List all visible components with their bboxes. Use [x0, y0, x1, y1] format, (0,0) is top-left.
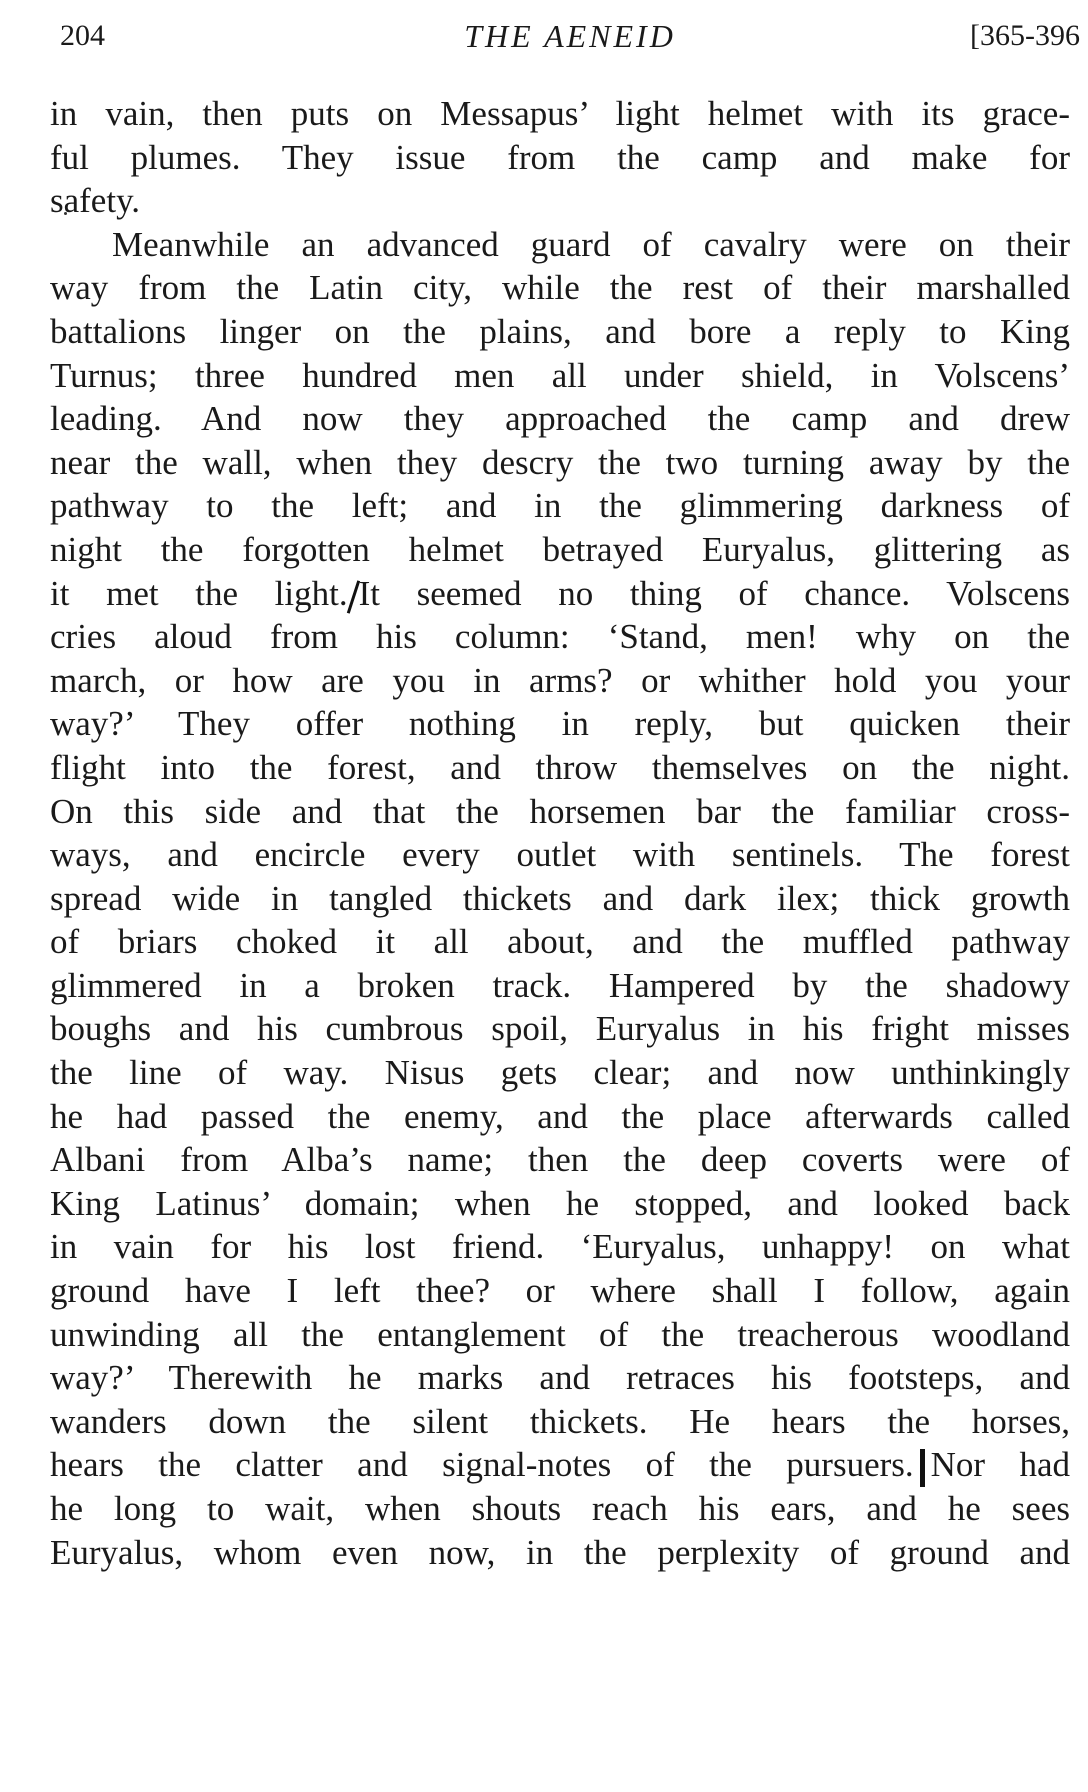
text-line: Albani from Alba’s name; then the deep coverts were of	[50, 1140, 1070, 1180]
text-line: leading. And now they approached the camp and drew	[50, 399, 1070, 439]
text-line: Meanwhile an advanced guard of cavalry were on their	[112, 224, 1070, 264]
marginal-bar-mark	[920, 1449, 925, 1487]
body-text	[50, 92, 1070, 1574]
text-line: On this side and that the horsemen bar the familiar cross-	[50, 791, 1070, 831]
text-line: he long to wait, when shouts reach his ears, and he sees	[50, 1489, 1070, 1528]
text-line: the line of way. Nisus gets clear; and now unthinkingly	[50, 1053, 1070, 1093]
text-segment: Nor had	[930, 1445, 1070, 1485]
text-line: way from the Latin city, while the rest of their marshalled	[50, 268, 1070, 308]
text-line: way?’ They offer nothing in reply, but quicken their	[50, 704, 1070, 744]
text-line: march, or how are you in arms? or whither hold you your	[50, 660, 1070, 700]
text-segment: hears the clatter and signal-notes of the pursuers.	[50, 1445, 914, 1485]
text-line	[50, 572, 1070, 616]
text-line: night the forgotten helmet betrayed Euryalus, glittering as	[50, 529, 1070, 569]
text-line: near the wall, when they descry the two turning away by the	[50, 442, 1070, 482]
text-line: battalions linger on the plains, and bore a reply to King	[50, 311, 1070, 351]
text-line: unwinding all the entanglement of the treacherous woodland	[50, 1314, 1070, 1354]
text-line: pathway to the left; and in the glimmering darkness of	[50, 486, 1070, 526]
text-line: he had passed the enemy, and the place afterwards called	[50, 1096, 1070, 1136]
text-line: ful plumes. They issue from the camp and make for	[50, 137, 1070, 177]
text-line: Euryalus, whom even now, in the perplexity of ground and	[50, 1532, 1070, 1572]
text-line: safety.	[50, 181, 141, 221]
book-title: THE AENEID	[464, 18, 676, 54]
text-line: flight into the forest, and throw themselves on the night.	[50, 747, 1070, 787]
text-line: of briars choked it all about, and the muffled pathway	[50, 922, 1070, 962]
text-line: glimmered in a broken track. Hampered by the shadowy	[50, 965, 1070, 1005]
text-line: Turnus; three hundred men all under shield, in Volscens’	[50, 355, 1070, 395]
text-segment: It seemed no thing of chance. Volscens	[358, 573, 1070, 613]
text-line: ways, and encircle every outlet with sentinels. The forest	[50, 835, 1070, 875]
line-range: [365-396	[970, 19, 1080, 52]
text-line: in vain, then puts on Messapus’ light helmet with its grace-	[50, 94, 1070, 133]
page-number: 204	[60, 19, 105, 52]
text-line: way?’ Therewith he marks and retraces his footsteps, and	[50, 1358, 1070, 1398]
text-line: boughs and his cumbrous spoil, Euryalus in his fright misses	[50, 1009, 1070, 1049]
text-line: ground have I left thee? or where shall I follow, again	[50, 1271, 1070, 1311]
text-line: cries aloud from his column: ‘Stand, men! why on the	[50, 617, 1070, 657]
text-line: wanders down the silent thickets. He hears the horses,	[50, 1401, 1070, 1441]
text-line: King Latinus’ domain; when he stopped, and looked back	[50, 1183, 1070, 1223]
text-line: in vain for his lost friend. ‘Euryalus, unhappy! on what	[50, 1227, 1070, 1267]
text-segment: it met the light.	[50, 573, 348, 613]
text-line	[50, 1443, 1070, 1487]
text-line: spread wide in tangled thickets and dark ilex; thick growth	[50, 878, 1070, 918]
running-head	[60, 16, 1080, 56]
